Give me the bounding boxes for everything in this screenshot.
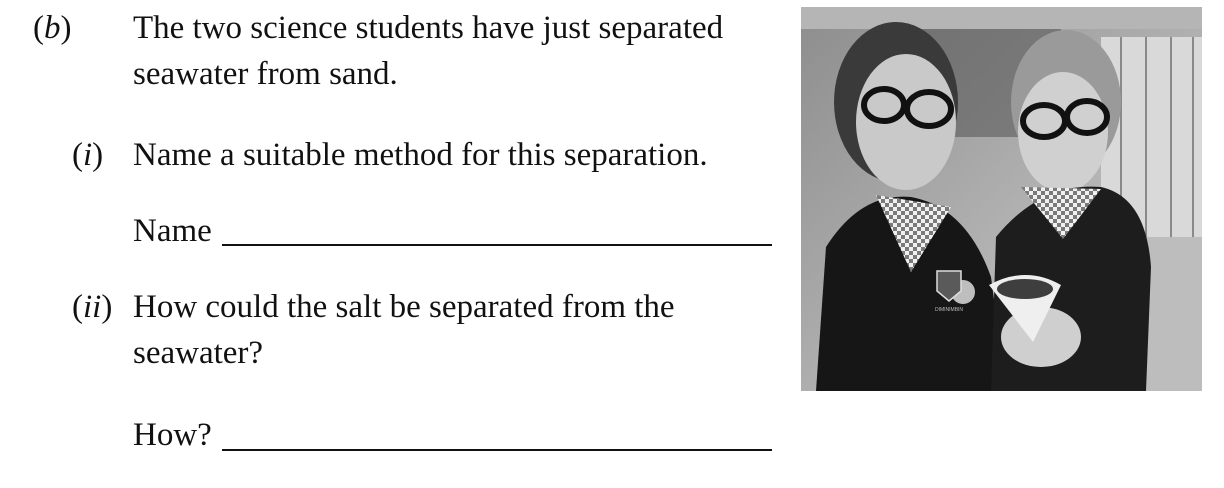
part-label: (b) — [33, 10, 72, 46]
answer-line-how[interactable] — [222, 449, 772, 451]
badge-text: DIMINIMBIN — [934, 307, 964, 313]
sub-question-ii-text-line2: seawater? — [133, 335, 264, 371]
sub-question-i-text: Name a suitable method for this separation. — [133, 137, 708, 173]
sub-question-i-label: (i) — [72, 137, 104, 173]
students-photo — [801, 7, 1202, 391]
answer-line-name[interactable] — [222, 244, 772, 246]
sub-question-ii-label: (ii) — [72, 289, 113, 325]
sub-question-ii-text-line1: How could the salt be separated from the — [133, 289, 675, 325]
question-intro-line2: seawater from sand. — [133, 56, 398, 92]
answer-prompt-name: Name — [133, 213, 212, 249]
question-intro-line1: The two science students have just separated — [133, 10, 724, 46]
answer-prompt-how: How? — [133, 417, 212, 453]
